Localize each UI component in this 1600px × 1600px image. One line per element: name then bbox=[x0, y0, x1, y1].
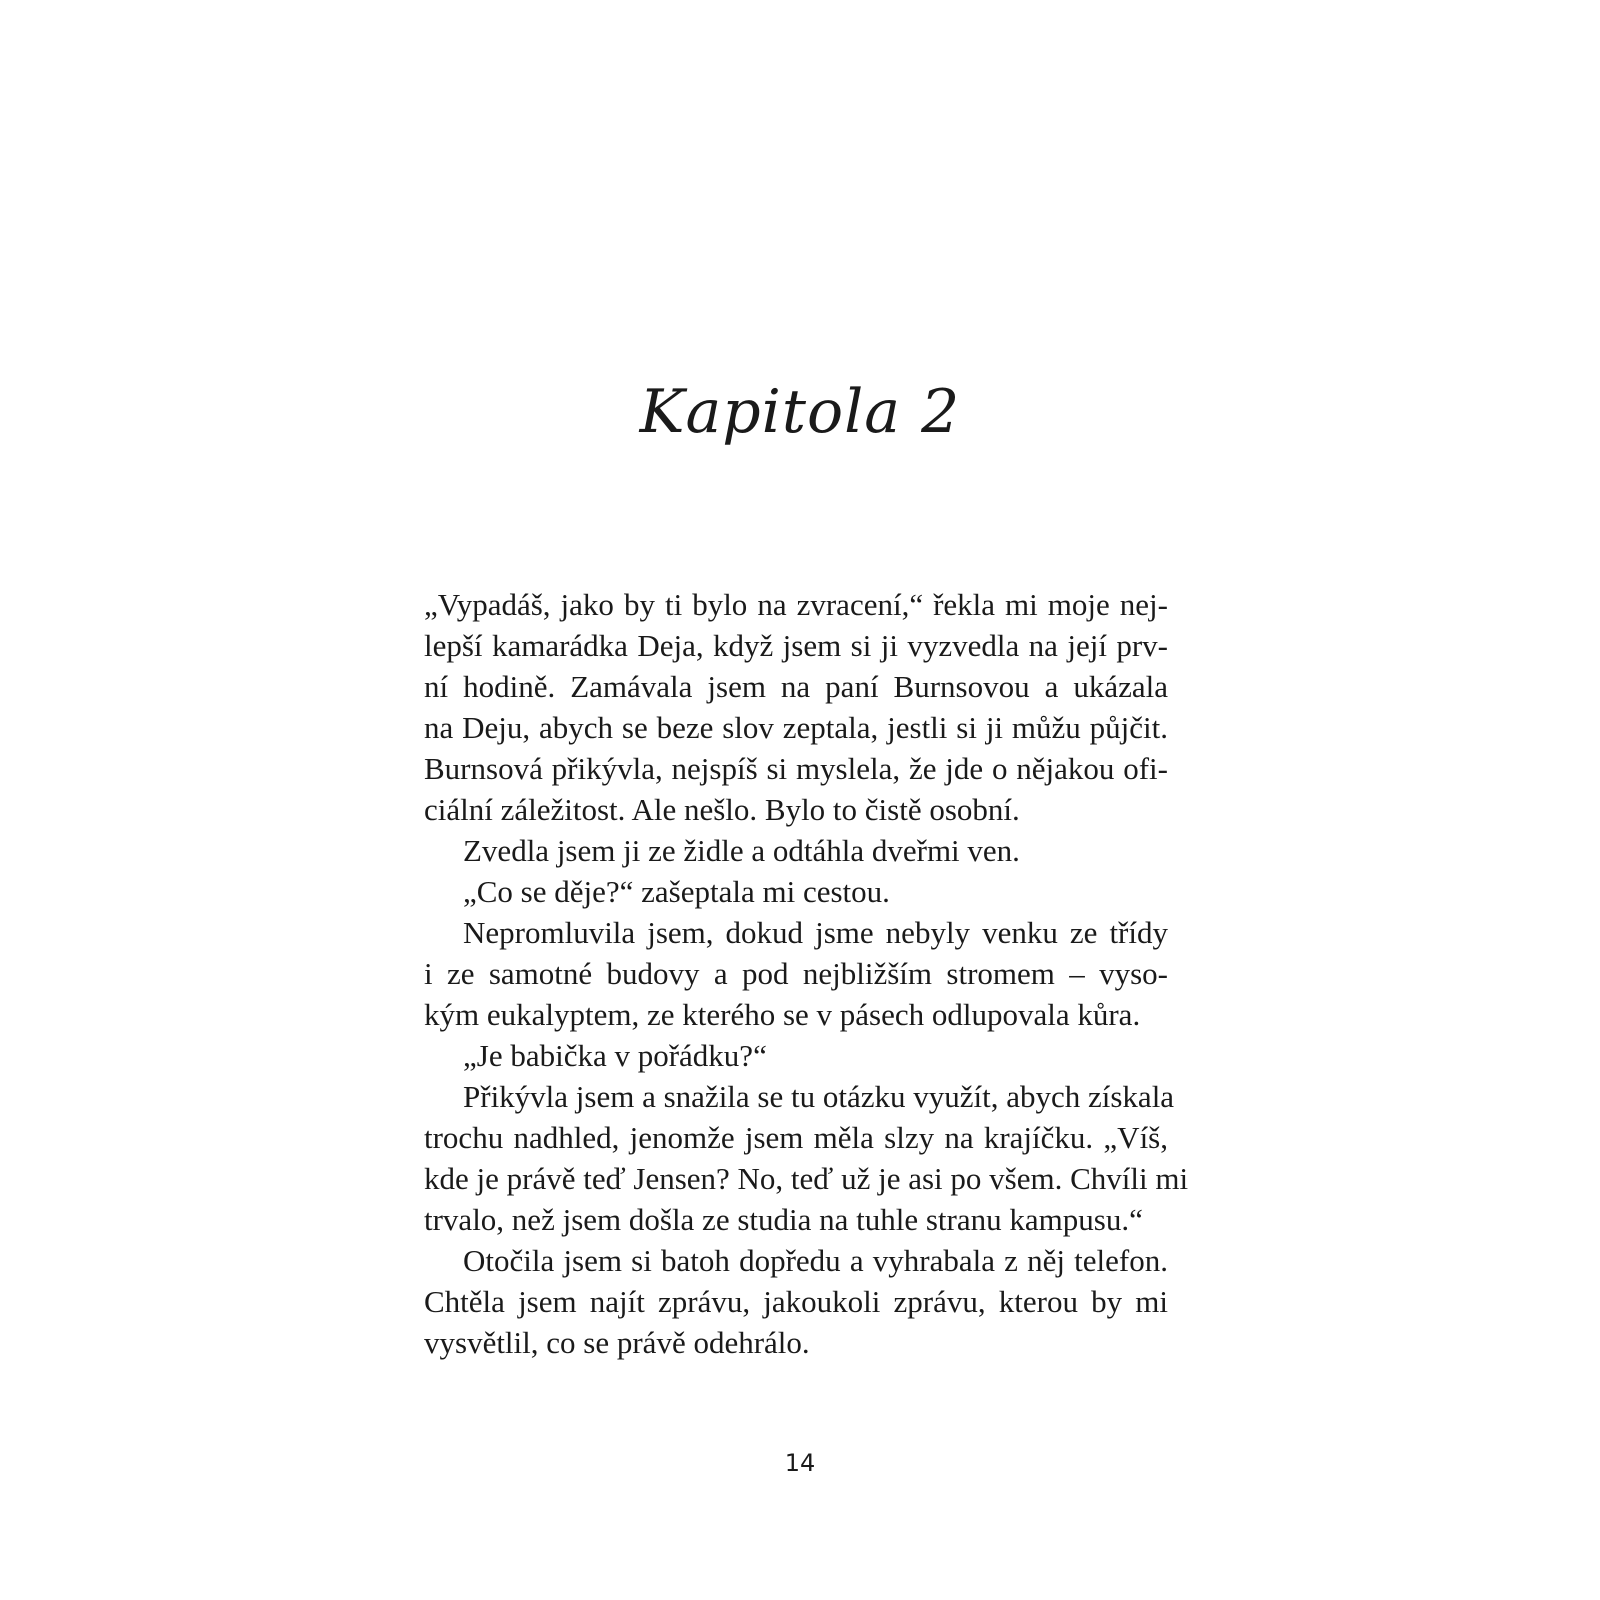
text-line: na Deju, abych se beze slov zeptala, jestli si ji můžu půjčit. bbox=[424, 710, 1168, 745]
text-line: Zvedla jsem ji ze židle a odtáhla dveřmi ven. bbox=[463, 833, 1020, 868]
text-line: kde je právě teď Jensen? No, teď už je asi po všem. Chvíli mi bbox=[424, 1161, 1189, 1196]
text-line: vysvětlil, co se právě odehrálo. bbox=[424, 1325, 810, 1360]
text-line: Chtěla jsem najít zprávu, jakoukoli zprávu, kterou by mi bbox=[424, 1284, 1168, 1319]
text-line: Otočila jsem si batoh dopředu a vyhrabala z něj telefon. bbox=[463, 1243, 1168, 1278]
chapter-title: Kapitola 2 bbox=[639, 377, 961, 447]
text-line: kým eukalyptem, ze kterého se v pásech odlupovala kůra. bbox=[424, 997, 1141, 1032]
body-text bbox=[424, 584, 1189, 1363]
text-line: ciální záležitost. Ale nešlo. Bylo to čistě osobní. bbox=[424, 792, 1020, 827]
text-line: Burnsová přikývla, nejspíš si myslela, že jde o nějakou ofi- bbox=[424, 751, 1168, 786]
text-line: i ze samotné budovy a pod nejbližším stromem – vyso- bbox=[424, 956, 1168, 991]
text-line: trvalo, než jsem došla ze studia na tuhle stranu kampusu.“ bbox=[424, 1202, 1143, 1237]
page-number: 14 bbox=[784, 1449, 816, 1477]
text-line: lepší kamarádka Deja, když jsem si ji vyzvedla na její prv- bbox=[424, 628, 1168, 663]
text-line: „Co se děje?“ zašeptala mi cestou. bbox=[463, 874, 890, 909]
text-line: ní hodině. Zamávala jsem na paní Burnsovou a ukázala bbox=[424, 669, 1168, 704]
text-line: Přikývla jsem a snažila se tu otázku využít, abych získala bbox=[463, 1079, 1175, 1114]
text-line: „Vypadáš, jako by ti bylo na zvracení,“ řekla mi moje nej- bbox=[424, 587, 1168, 622]
text-line: Nepromluvila jsem, dokud jsme nebyly venku ze třídy bbox=[463, 915, 1168, 950]
text-line: „Je babička v pořádku?“ bbox=[463, 1038, 767, 1073]
text-line: trochu nadhled, jenomže jsem měla slzy na krajíčku. „Víš, bbox=[424, 1120, 1168, 1155]
